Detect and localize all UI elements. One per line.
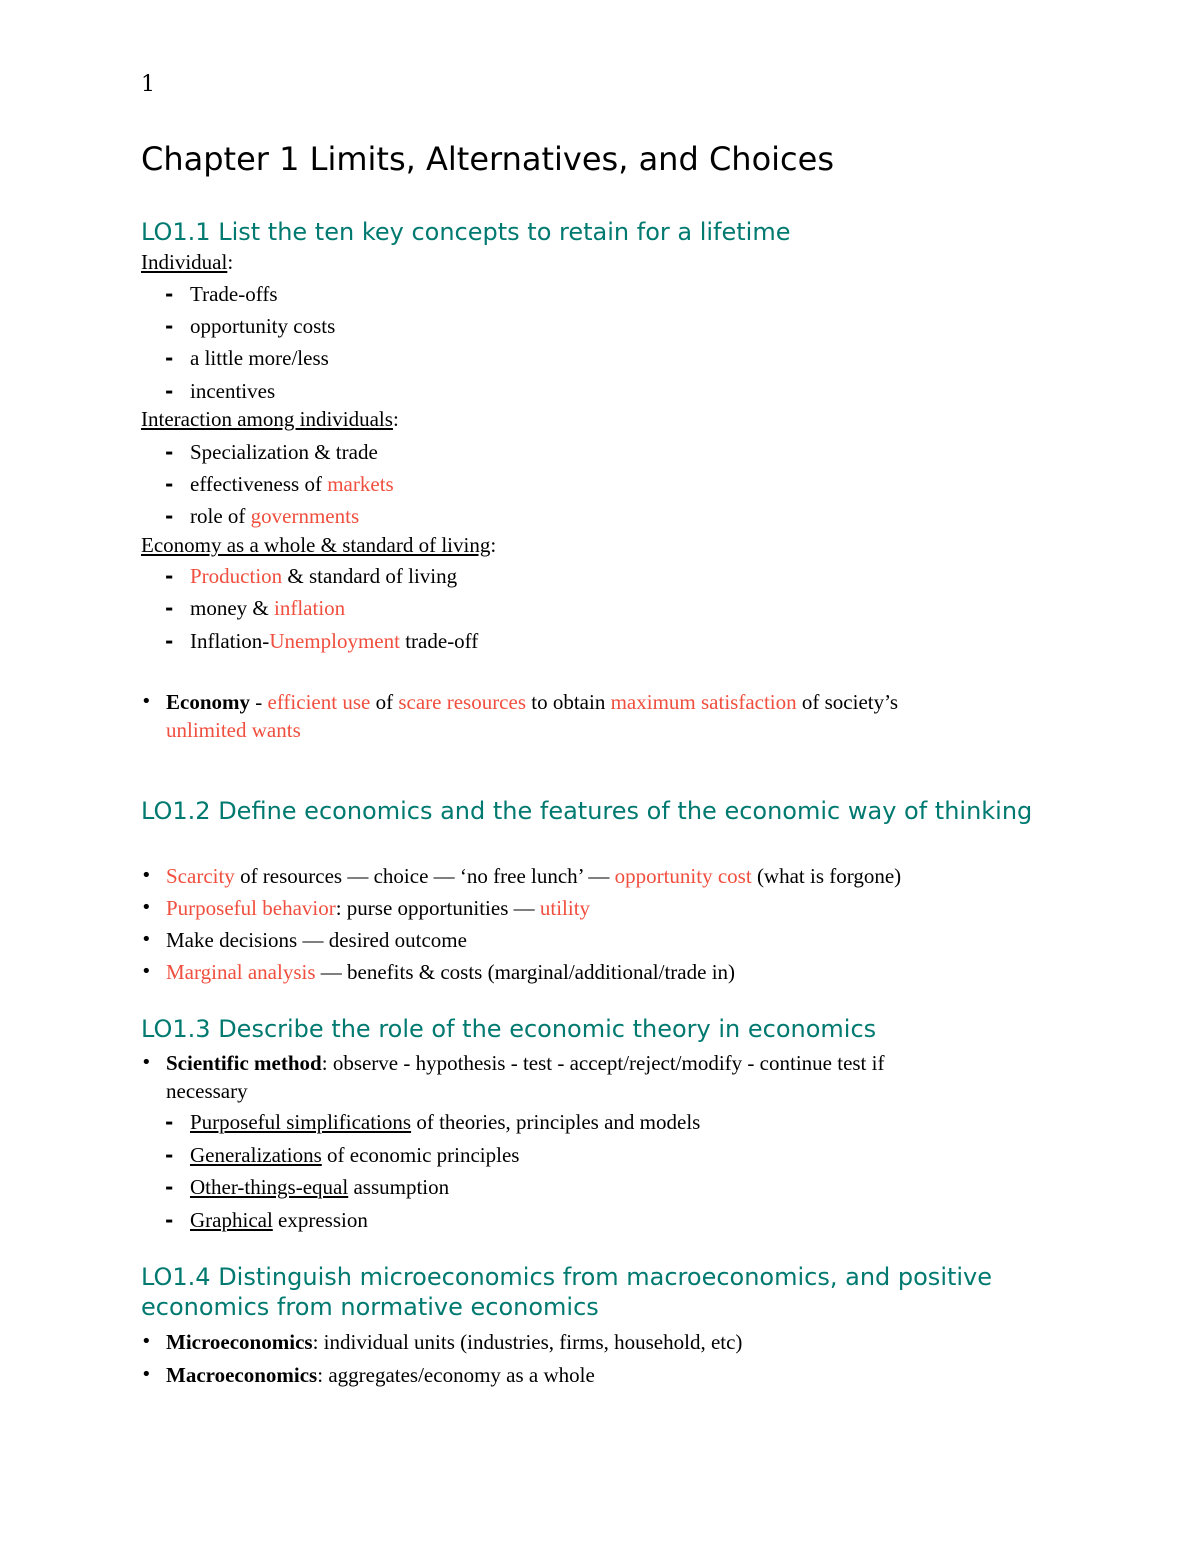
bullet-dot: • [141,1331,152,1352]
list-item: money & inflation [190,596,346,620]
dash-bullet: - [165,629,174,653]
list-item: Marginal analysis — benefits & costs (marginal/additional/trade in) [166,960,736,984]
lo2-heading: LO1.2 Define economics and the features of the economic way of thinking [141,797,1033,825]
lo3-heading: LO1.3 Describe the role of the economic theory in economics [141,1015,877,1043]
list-item: Scarcity of resources — choice — ‘no free lunch’ — opportunity cost (what is forgone) [166,864,902,888]
dash-bullet: - [165,1110,174,1134]
bullet-dot: • [141,1052,152,1073]
dash-bullet: - [165,564,174,588]
dash-bullet: - [165,379,174,403]
bullet-dot: • [141,897,152,918]
chapter-title: Chapter 1 Limits, Alternatives, and Choices [141,140,834,178]
list-item: opportunity costs [190,314,336,338]
lo1-heading: LO1.1 List the ten key concepts to retain for a lifetime [141,218,791,246]
dash-bullet: - [165,346,174,370]
dash-bullet: - [165,314,174,338]
list-item: Make decisions — desired outcome [166,928,467,952]
list-item: role of governments [190,504,360,528]
list-item: Generalizations of economic principles [190,1143,520,1167]
list-item: Microeconomics: individual units (industries, firms, household, etc) [166,1330,743,1354]
list-item: Production & standard of living [190,564,458,588]
page-number: 1 [141,72,155,97]
dash-bullet: - [165,596,174,620]
bullet-dot: • [141,961,152,982]
lo4-heading: LO1.4 Distinguish microeconomics from macroeconomics, and positive economics from normative economics [141,1263,993,1321]
list-item: Macroeconomics: aggregates/economy as a whole [166,1363,595,1387]
bullet-dot: • [141,929,152,950]
dash-bullet: - [165,504,174,528]
list-item: a little more/less [190,346,329,370]
dash-bullet: - [165,1175,174,1199]
dash-bullet: - [165,1143,174,1167]
bullet-dot: • [141,691,152,712]
bullet-dot: • [141,1364,152,1385]
group-label-interaction: Interaction among individuals: [141,407,399,431]
list-item: Inflation-Unemployment trade-off [190,629,479,653]
list-item: Graphical expression [190,1208,368,1232]
dash-bullet: - [165,1208,174,1232]
list-item: Purposeful simplifications of theories, principles and models [190,1110,701,1134]
group-label-economy: Economy as a whole & standard of living: [141,533,497,557]
list-item-cont: necessary [166,1079,248,1103]
list-item: effectiveness of markets [190,472,394,496]
list-item: Specialization & trade [190,440,378,464]
group-label-individual: Individual: [141,250,234,274]
economy-definition: Economy - efficient use of scare resources to obtain maximum satisfaction of society’s [166,690,899,714]
dash-bullet: - [165,440,174,464]
list-item: Other-things-equal assumption [190,1175,450,1199]
bullet-dot: • [141,865,152,886]
list-item: Scientific method: observe - hypothesis - test - accept/reject/modify - continue test if [166,1051,885,1075]
list-item: incentives [190,379,276,403]
dash-bullet: - [165,472,174,496]
dash-bullet: - [165,282,174,306]
economy-definition-cont: unlimited wants [166,718,301,742]
list-item: Trade-offs [190,282,278,306]
list-item: Purposeful behavior: purse opportunities — utility [166,896,591,920]
